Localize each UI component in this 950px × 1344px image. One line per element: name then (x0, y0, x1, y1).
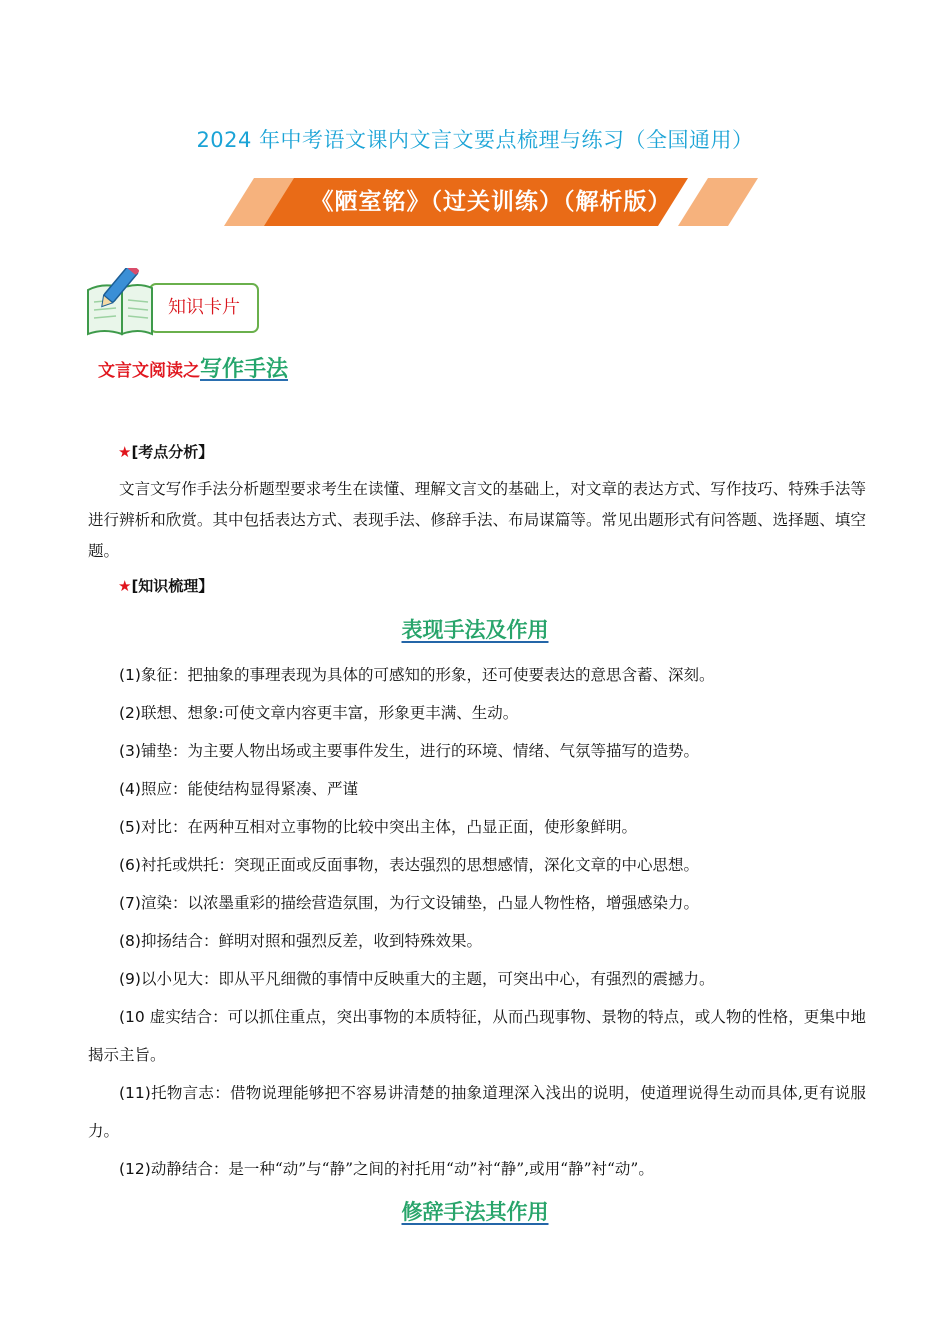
list-item (88, 694, 866, 732)
list-item (88, 732, 866, 770)
knowledge-card-label: 知识卡片 (168, 297, 240, 318)
list-item (88, 960, 866, 998)
section-subheading (98, 352, 288, 383)
section-title-techniques: 表现手法及作用 (401, 618, 549, 642)
item-number: (5) (119, 818, 141, 836)
title-banner (224, 178, 758, 226)
item-number: (10 (119, 1008, 145, 1026)
item-text: 渲染：以浓墨重彩的描绘营造氛围，为行文设铺垫，凸显人物性格，增强感染力。 (140, 894, 699, 912)
item-text: 象征：把抽象的事理表现为具体的可感知的形象，还可使要表达的意思含蓄、深刻。 (140, 666, 715, 684)
item-number: (12) (119, 1160, 151, 1178)
item-text: 铺垫：为主要人物出场或主要事件发生，进行的环境、情绪、气氛等描写的造势。 (140, 742, 699, 760)
subheading-prefix: 文言文阅读之 (98, 361, 200, 381)
star-icon: ★ (118, 443, 132, 461)
analysis-label (118, 441, 213, 462)
list-item (88, 846, 866, 884)
item-text: 动静结合：是一种“动”与“静”之间的衬托用“动”衬“静”,或用“静”衬“动”。 (150, 1160, 654, 1178)
item-number: (9) (119, 970, 141, 988)
item-text: 托物言志：借物说理能够把不容易讲清楚的抽象道理深入浅出的说明，使道理说得生动而具体,更有说服力。 (88, 1084, 866, 1140)
subheading-emphasis: 写作手法 (200, 357, 289, 382)
document-title: 2024 年中考语文课内文言文要点梳理与练习（全国通用） (196, 128, 754, 152)
list-item (88, 884, 866, 922)
list-item (88, 998, 866, 1074)
techniques-list (88, 656, 866, 1188)
item-number: (11) (119, 1084, 151, 1102)
list-item (88, 808, 866, 846)
item-text: 照应：能使结构显得紧凑、严谨 (140, 780, 358, 798)
analysis-paragraph: 文言文写作手法分析题型要求考生在读懂、理解文言文的基础上，对文章的表达方式、写作技巧、特殊手法等进行辨析和欣赏。其中包括表达方式、表现手法、修辞手法、布局谋篇等。常见出题形式有问答题、选择题、填空题。 (88, 480, 866, 560)
item-number: (2) (119, 704, 141, 722)
list-item (88, 1074, 866, 1150)
list-item (88, 1150, 866, 1188)
analysis-label-text: [考点分析】 (131, 443, 214, 461)
item-text: 以小见大：即从平凡细微的事情中反映重大的主题，可突出中心，有强烈的震撼力。 (140, 970, 715, 988)
item-text: 联想、想象:可使文章内容更丰富，形象更丰满、生动。 (140, 704, 519, 722)
item-number: (3) (119, 742, 141, 760)
item-text: 衬托或烘托：突现正面或反面事物，表达强烈的思想感情，深化文章的中心思想。 (140, 856, 699, 874)
knowledge-label-text: [知识梳理】 (131, 577, 214, 595)
item-text: 抑扬结合：鲜明对照和强烈反差，收到特殊效果。 (140, 932, 482, 950)
item-number: (7) (119, 894, 141, 912)
list-item (88, 922, 866, 960)
item-number: (8) (119, 932, 141, 950)
item-number: (6) (119, 856, 141, 874)
item-text: 对比：在两种互相对立事物的比较中突出主体，凸显正面，使形象鲜明。 (140, 818, 637, 836)
list-item (88, 656, 866, 694)
item-text: 虚实结合：可以抓住重点，突出事物的本质特征，从而凸现事物、景物的特点，或人物的性格，更集中地揭示主旨。 (88, 1008, 866, 1064)
star-icon: ★ (118, 577, 132, 595)
knowledge-label (118, 575, 213, 596)
item-number: (1) (119, 666, 141, 684)
item-number: (4) (119, 780, 141, 798)
banner-title: 《陋室铭》（过关训练）（解析版） (310, 189, 672, 215)
list-item (88, 770, 866, 808)
section-title-rhetoric: 修辞手法其作用 (401, 1200, 549, 1224)
